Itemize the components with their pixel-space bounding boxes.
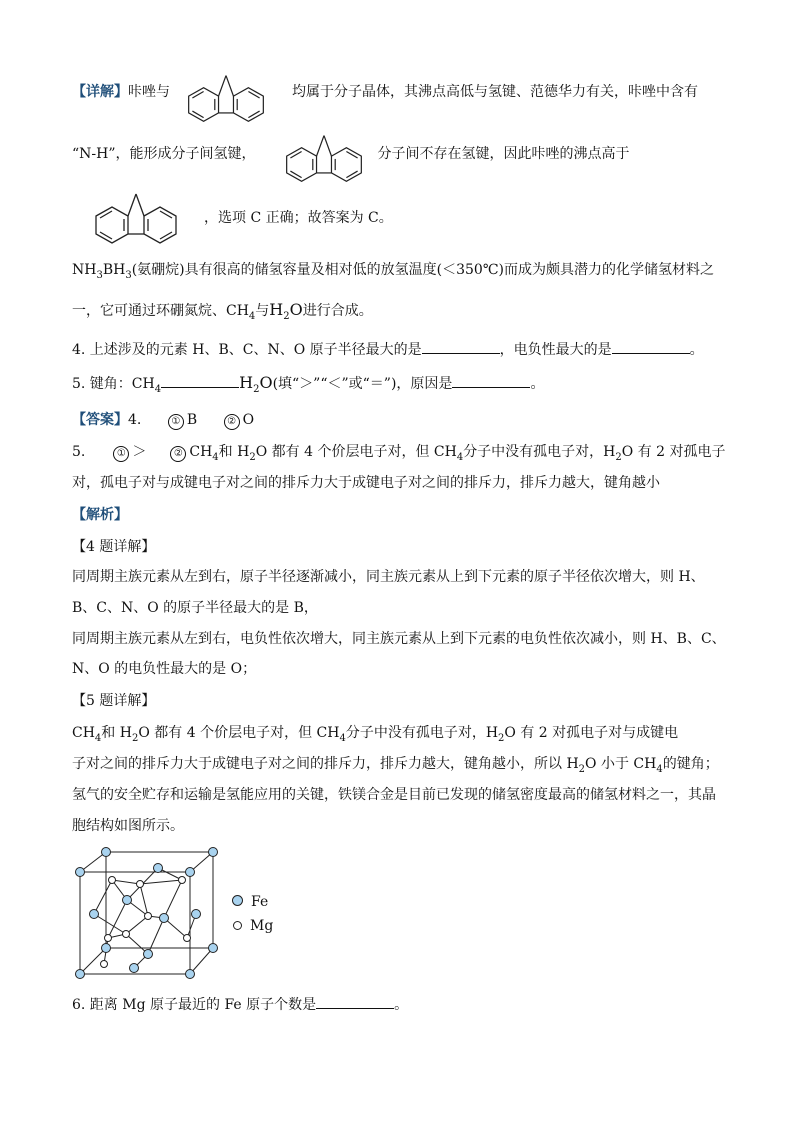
detail-5-line-4: 胞结构如图所示。 (72, 818, 184, 834)
text: ，选项 C 正确；故答案为 C。 (204, 210, 393, 226)
text: O (242, 412, 255, 428)
text: 。 (394, 997, 409, 1013)
text: 进行合成。 (302, 303, 373, 319)
subscript: 4 (656, 763, 663, 775)
text: 和 H (218, 444, 250, 460)
fe-mg-unit-cell-diagram (68, 842, 228, 986)
text: (氨硼烷)具有很高的储氢容量及相对低的放氢温度(＜350℃)而成为颇具潜力的化学储氢材料之 (131, 262, 714, 278)
text: O (259, 373, 273, 392)
text: 。 (689, 342, 704, 358)
text: 4. (128, 412, 142, 428)
fluorene-structure-1 (164, 70, 288, 126)
answer-line (72, 410, 254, 430)
answer-blank[interactable] (612, 339, 690, 354)
text: 一，它可通过环硼氮烷、CH (72, 303, 249, 319)
text: 5. (72, 444, 86, 460)
text: CH (189, 444, 213, 460)
subscript: 4 (248, 310, 256, 322)
analysis-tag: 【解析】 (72, 507, 128, 523)
subscript: 4 (94, 732, 102, 744)
text: Fe (251, 894, 269, 910)
detail-4-line-2: B、C、N、O 的原子半径最大的是 B， (72, 600, 318, 616)
text: B (186, 412, 198, 428)
text: 子对之间的排斥力大于成键电子对之间的排斥力，排斥力越大，键角越小，所以 H (72, 756, 579, 772)
detail-5-line-1 (72, 723, 678, 743)
subscript: 2 (578, 763, 586, 775)
detail-tag: 【详解】 (72, 84, 128, 100)
fe-marker-icon (232, 895, 243, 906)
text: (填“＞”“＜”或“＝”)，原因是 (272, 376, 453, 392)
fluorene-structure-2 (262, 130, 386, 186)
circled-number: ① (168, 414, 184, 430)
answer-5-line-2: 对，孤电子对与成键电子对之间的排斥力大于成键电子对之间的排斥力，排斥力越大，键角越小 (72, 475, 660, 491)
answer-blank[interactable] (422, 339, 500, 354)
answer-5-line-1 (72, 442, 726, 462)
text: O 有 2 对孤电子 (621, 444, 726, 460)
detail-4-line-1: 同周期主族元素从左到右，原子半径逐渐减小，同主族元素从上到下元素的原子半径依次增大，则 H、 (72, 569, 705, 585)
text: 咔唑与 (128, 84, 170, 100)
text: O 有 2 对孤电子对与成键电 (504, 725, 679, 741)
text: “N-H”，能形成分子间氢键， (72, 146, 256, 162)
question-5 (72, 373, 544, 394)
question-4 (72, 339, 704, 360)
text: 均属于分子晶体，其沸点高低与氢键、范德华力有关，咔唑中含有 (292, 84, 698, 100)
text: 5. 键角：CH (72, 376, 155, 392)
text: 分子中没有孤电子对，H (463, 444, 616, 460)
intro-line-2 (72, 300, 373, 321)
intro-line-1 (72, 260, 714, 280)
detail-line-3 (204, 208, 393, 228)
text: 6. 距离 Mg 原子最近的 Fe 原子个数是 (72, 997, 317, 1013)
text: 与 (255, 303, 270, 319)
text: O 都有 4 个价层电子对，但 CH (138, 725, 340, 741)
subscript: 4 (339, 732, 346, 744)
fluorene-structure-3 (68, 188, 204, 248)
circled-number: ② (170, 446, 186, 462)
text: 的键角； (662, 756, 719, 772)
subscript: 4 (212, 451, 219, 463)
detail-5-line-2 (72, 754, 719, 774)
text: NH (72, 262, 97, 278)
mg-marker-icon (233, 921, 242, 930)
text: H (239, 373, 254, 392)
text: CH (72, 725, 95, 741)
subscript: 3 (96, 269, 103, 281)
detail-5-line-3: 氢气的安全贮存和运输是氢能应用的关键，铁镁合金是目前已发现的储氢密度最高的储氢材料之一，其晶 (72, 787, 716, 803)
question-6 (72, 994, 408, 1015)
text: ＞ (132, 444, 147, 460)
text: 。 (530, 376, 545, 392)
subscript: 2 (253, 383, 260, 395)
detail-4-line-3: 同周期主族元素从左到右，电负性依次增大，同主族元素从上到下元素的电负性依次减小，则 H、B、C、 (72, 631, 726, 647)
detail-5-heading: 【5 题详解】 (72, 693, 156, 709)
text: O 小于 CH (585, 756, 657, 772)
text: ，电负性最大的是 (499, 342, 612, 358)
subscript: 2 (615, 451, 622, 463)
answer-blank[interactable] (316, 994, 394, 1009)
legend (232, 890, 273, 938)
answer-tag: 【答案】 (72, 412, 128, 428)
text: 和 H (101, 725, 132, 741)
legend-fe (232, 890, 273, 914)
subscript: 2 (498, 732, 505, 744)
text: 分子中没有孤电子对，H (345, 725, 499, 741)
answer-blank[interactable] (452, 373, 530, 388)
detail-4-line-4: N、O 的电负性最大的是 O； (72, 661, 257, 677)
text: 分子间不存在氢键，因此咔唑的沸点高于 (377, 146, 630, 162)
text: O (289, 300, 303, 319)
text: O 都有 4 个价层电子对，但 CH (255, 444, 457, 460)
text: BH (102, 262, 126, 278)
subscript: 4 (456, 451, 464, 463)
text: H (269, 300, 284, 319)
text: 4. 上述涉及的元素 H、B、C、N、O 原子半径最大的是 (72, 342, 422, 358)
legend-mg (232, 914, 273, 938)
subscript: 2 (249, 451, 256, 463)
circled-number: ② (224, 414, 240, 430)
subscript: 2 (283, 310, 290, 322)
subscript: 3 (125, 269, 132, 281)
answer-blank[interactable] (161, 373, 239, 388)
subscript: 4 (154, 383, 162, 395)
subscript: 2 (131, 732, 139, 744)
detail-4-heading: 【4 题详解】 (72, 539, 156, 555)
circled-number: ① (113, 446, 129, 462)
text: Mg (250, 918, 274, 934)
